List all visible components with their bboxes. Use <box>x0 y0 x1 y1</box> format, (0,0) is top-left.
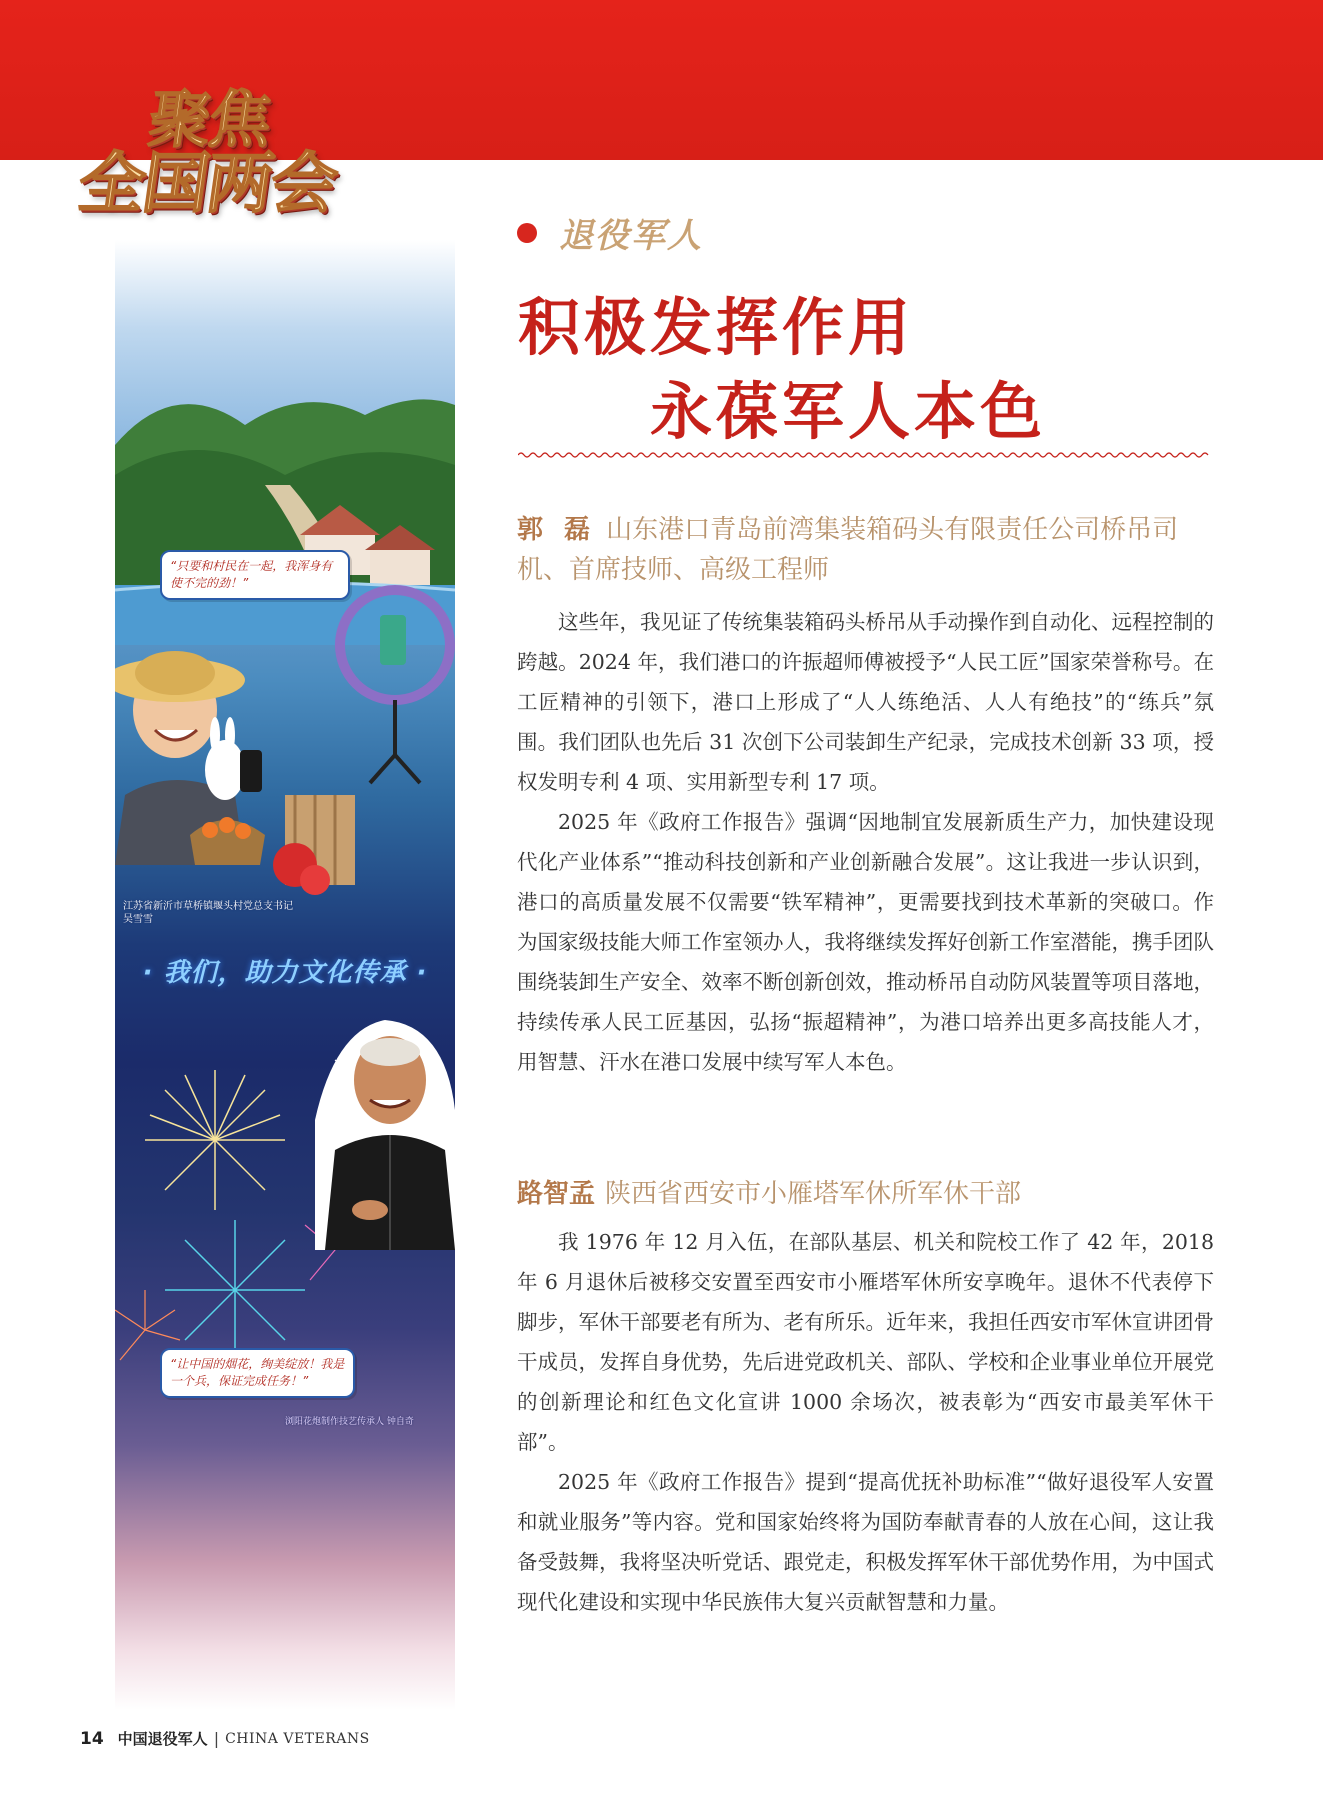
section2-header <box>517 1174 1217 1214</box>
article-title-line1: 积极发挥作用 <box>518 291 915 364</box>
ring-light-phone-illustration <box>315 575 455 785</box>
section1-paragraph-1: 这些年，我见证了传统集装箱码头桥吊从手动操作到自动化、远程控制的跨越。2024 年，我们港口的许振超师傅被授予“人民工匠”国家荣誉称号。在工匠精神的引领下，港口上形成了“人人练绝活、人人有绝技”的“练兵”氛围。我们团队也先后 31 次创下公司装卸生产纪录，完成技术创新 33 项，授权发明专利 4 项、实用新型专利 17 项。 <box>517 610 1214 794</box>
page-footer <box>80 1728 370 1749</box>
strip-slogan: · 我们，助力文化传承 · <box>142 958 428 988</box>
section2-paragraph-2: 2025 年《政府工作报告》提到“提高优抚补助标准”“做好退役军人安置和就业服务”等内容。党和国家始终将为国防奉献青春的人放在心间，这让我备受鼓舞，我将坚决听党话、跟党走，积极发挥军休干部优势作用，为中国式现代化建设和实现中华民族伟大复兴贡献智慧和力量。 <box>517 1470 1214 1614</box>
section2-role: 陕西省西安市小雁塔军休所军休干部 <box>605 1179 1022 1209</box>
magazine-name-en: CHINA VETERANS <box>225 1730 370 1747</box>
fireworks-master-illustration <box>315 1010 455 1250</box>
quote-bubble-2: “让中国的烟花，绚美绽放！我是一个兵，保证完成任务！” <box>160 1348 355 1398</box>
article-title-line2: 永葆军人本色 <box>650 375 1047 448</box>
section1-paragraph-2: 2025 年《政府工作报告》强调“因地制宜发展新质生产力，加快建设现代化产业体系”“推动科技创新和产业创新融合发展”。这让我进一步认识到，港口的高质量发展不仅需要“铁军精神”，更需要找到技术革新的突破口。作为国家级技能大师工作室领办人，我将继续发挥好创新工作室潜能，携手团队围绕装卸生产安全、效率不断创新创效，推动桥吊自动防风装置等项目落地，持续传承人民工匠基因，弘扬“振超精神”，为港口培养出更多高技能人才，用智慧、汗水在港口发展中续写军人本色。 <box>517 810 1214 1074</box>
page-number: 14 <box>80 1728 104 1749</box>
section2-name: 路智孟 <box>517 1179 596 1209</box>
red-dot-icon <box>517 223 537 243</box>
section1-header <box>517 510 1217 590</box>
section2-paragraph-1: 我 1976 年 12 月入伍，在部队基层、机关和院校工作了 42 年，2018 年 6 月退休后被移交安置至西安市小雁塔军休所安享晚年。退休不代表停下脚步，军休干部要老有所为、老有所乐。近年来，我担任西安市军休宣讲团骨干成员，发挥自身优势，先后进党政机关、部队、学校和企业事业单位开展党的创新理论和红色文化宣讲 1000 余场次，被表彰为“西安市最美军休干部”。 <box>517 1230 1214 1454</box>
kicker-label: 退役军人 <box>559 216 703 256</box>
quote-bubble-1: “只要和村民在一起，我浑身有使不完的劲！” <box>160 550 350 600</box>
magazine-name-cn: 中国退役军人 <box>117 1730 208 1748</box>
caption-village-secretary: 江苏省新沂市草桥镇堰头村党总支书记 吴雪雪 <box>123 901 293 925</box>
masthead-line2: 全国两会 <box>73 145 341 222</box>
section-kicker <box>517 208 703 257</box>
masthead-line1: 聚焦 <box>144 83 275 156</box>
section1-name: 郭 磊 <box>517 515 597 545</box>
masthead-logo <box>73 70 425 222</box>
wavy-divider <box>518 450 1212 460</box>
section1-role: 山东港口青岛前湾集装箱码头有限责任公司桥吊司机、首席技师、高级工程师 <box>517 515 1179 585</box>
illustration-strip <box>115 240 455 1710</box>
caption-fireworks-master: 浏阳花炮制作技艺传承人 钟自奇 <box>285 1417 414 1427</box>
footer-separator: | <box>213 1729 220 1748</box>
